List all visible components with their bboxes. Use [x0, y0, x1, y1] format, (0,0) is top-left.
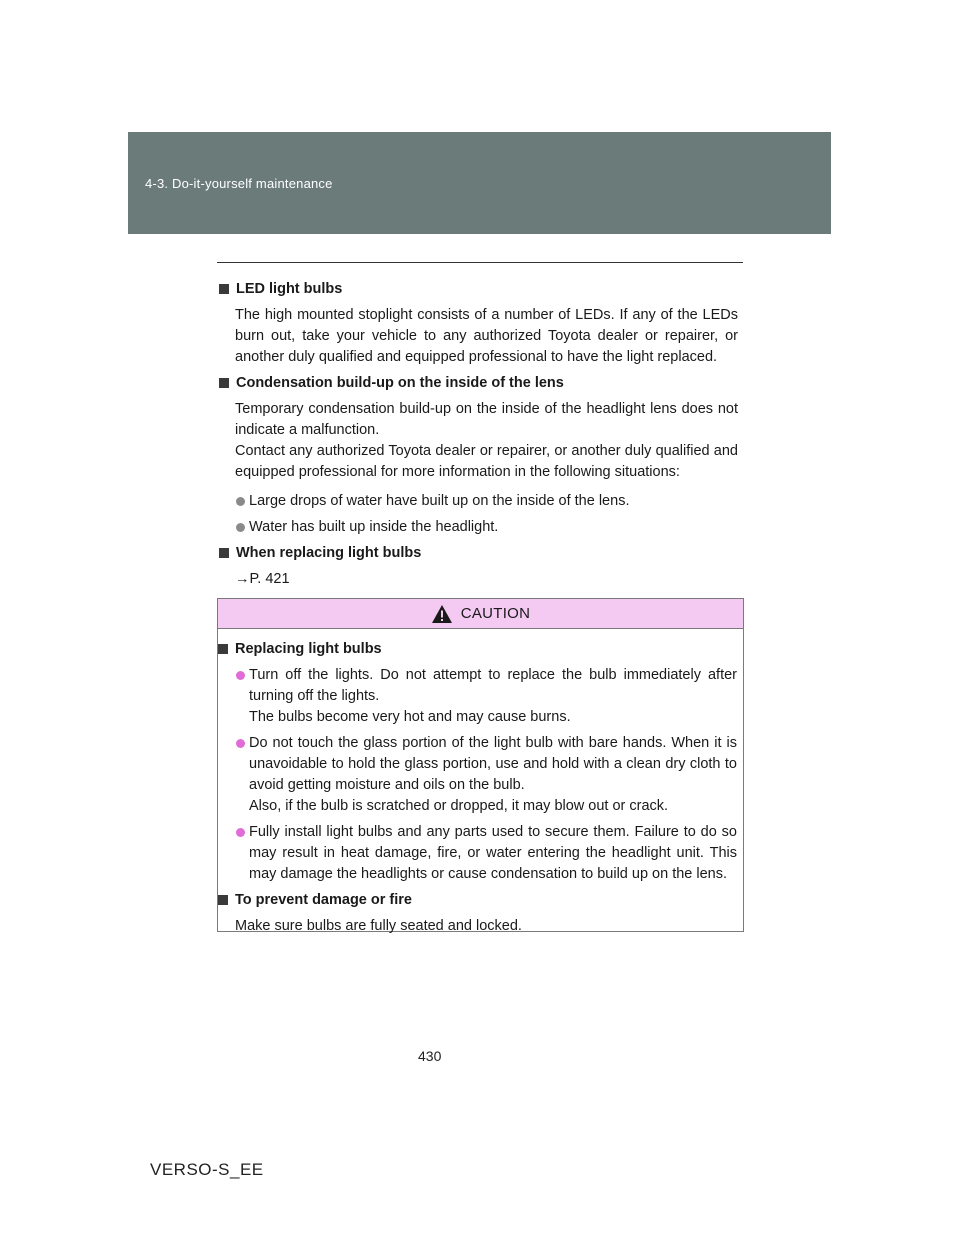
- paragraph: Temporary condensation build-up on the inside of the headlight lens does not indicate a malfunction.: [235, 401, 738, 438]
- main-content: [218, 279, 738, 595]
- caution-heading: To prevent damage or fire: [218, 890, 737, 911]
- section-title: 4-3. Do-it-yourself maintenance: [145, 176, 333, 191]
- caution-box: [217, 598, 744, 932]
- bullet-text: Turn off the lights. Do not attempt to replace the bulb immediately after turning off the lights.: [249, 667, 737, 704]
- bullet-text: Do not touch the glass portion of the light bulb with bare hands. When it is unavoidable to hold the glass portion, use and hold with a clean dry cloth to avoid getting moisture and oils on the bulb.: [249, 735, 737, 793]
- warning-triangle-icon: [431, 604, 453, 624]
- bullet-text: The bulbs become very hot and may cause burns.: [249, 709, 571, 725]
- divider: [217, 262, 743, 263]
- list-item: [218, 822, 737, 885]
- paragraph: Contact any authorized Toyota dealer or repairer, or another duly qualified and equipped professional for more information in the following situations:: [235, 443, 738, 480]
- section-replacing: [218, 543, 738, 590]
- section-heading: Condensation build-up on the inside of the lens: [218, 373, 738, 394]
- caution-body: [218, 639, 737, 942]
- bullet-text: Fully install light bulbs and any parts used to secure them. Failure to do so may result in heat damage, fire, or water entering the headlight unit. This may damage the headlights or cause condensation to build up on the lens.: [249, 824, 737, 882]
- caution-heading: Replacing light bulbs: [218, 639, 737, 660]
- paragraph: Make sure bulbs are fully seated and locked.: [235, 918, 522, 934]
- paragraph: The high mounted stoplight consists of a number of LEDs. If any of the LEDs burn out, take your vehicle to any authorized Toyota dealer or repairer, or another duly qualified and equipped professional to have the light replaced.: [235, 307, 738, 365]
- caution-header: [218, 599, 743, 629]
- bullet-text: Also, if the bulb is scratched or dropped, it may blow out or crack.: [249, 798, 669, 814]
- list-item: [218, 665, 737, 728]
- list-item: Large drops of water have built up on the inside of the lens.: [218, 491, 738, 512]
- page-number: 430: [418, 1048, 442, 1064]
- caution-label: CAUTION: [460, 605, 531, 622]
- section-led: [218, 279, 738, 368]
- footer-code: VERSO-S_EE: [150, 1160, 264, 1179]
- section-condensation: [218, 373, 738, 538]
- section-heading: LED light bulbs: [218, 279, 738, 300]
- page-reference: →P. 421: [235, 571, 290, 587]
- list-item: [218, 733, 737, 817]
- list-item: Water has built up inside the headlight.: [218, 517, 738, 538]
- section-heading: When replacing light bulbs: [218, 543, 738, 564]
